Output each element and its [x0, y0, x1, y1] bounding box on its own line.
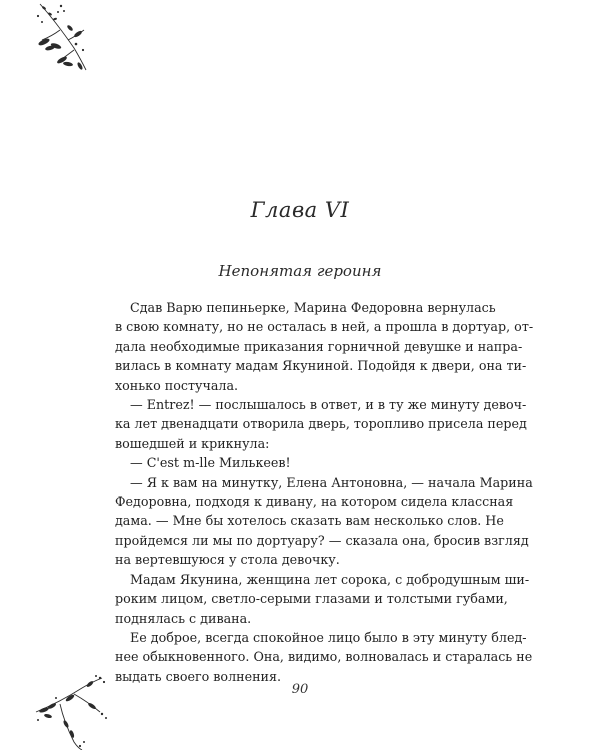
text-line: роким лицом, светло-серыми глазами и толстыми губами,: [115, 591, 508, 607]
text-line: ка лет двенадцати отворила дверь, торопливо присела перед: [115, 416, 527, 432]
text-line: нее обыкновенного. Она, видимо, волновалась и старалась не: [115, 649, 533, 665]
chapter-subtitle: Непонятая героиня: [218, 262, 382, 280]
text-line: хонько постучала.: [115, 377, 239, 393]
text-line: пройдемся ли мы по дортуару? — сказала она, бросив взгляд: [115, 532, 529, 548]
text-line: вошедшей и крикнула:: [115, 435, 270, 451]
text-line: дала необходимые приказания горничной девушке и напра-: [115, 338, 523, 354]
paragraph: [115, 570, 530, 628]
floral-ornament-top-icon: [30, 0, 94, 80]
text-line: Сдав Варю пепиньерке, Марина Федоровна вернулась: [130, 300, 496, 315]
text-line: — Я к вам на минутку, Елена Антоновна, — начала Марина: [130, 474, 533, 490]
text-line: в свою комнату, но не осталась в ней, а прошла в дортуар, от-: [115, 319, 534, 335]
text-line: Ее доброе, всегда спокойное лицо было в эту минуту блед-: [130, 629, 527, 645]
text-line: Мадам Якунина, женщина лет сорока, с добродушным ши-: [130, 571, 530, 587]
body-text: [115, 298, 534, 686]
paragraph: [115, 473, 533, 570]
paragraph: [115, 395, 527, 453]
text-line: — C'est m-lle Милькеев!: [130, 455, 291, 471]
text-line: выдать своего волнения.: [115, 668, 282, 684]
text-line: дама. — Мне бы хотелось сказать вам несколько слов. Не: [115, 513, 504, 529]
chapter-title: Глава VI: [250, 198, 350, 222]
text-line: вилась в комнату мадам Якуниной. Подойдя к двери, она ти-: [115, 358, 527, 374]
text-line: Федоровна, подходя к дивану, на котором сидела классная: [115, 494, 514, 510]
paragraph: [115, 453, 485, 472]
paragraph: [115, 298, 534, 395]
text-line: — Entrez! — послышалось в ответ, и в ту же минуту девоч-: [130, 397, 527, 413]
page-number: 90: [291, 682, 309, 697]
text-line: на вертевшуюся у стола девочку.: [115, 552, 340, 568]
text-line: поднялась с дивана.: [115, 610, 252, 626]
floral-ornament-bottom-icon: [30, 672, 120, 750]
paragraph: [115, 628, 533, 686]
